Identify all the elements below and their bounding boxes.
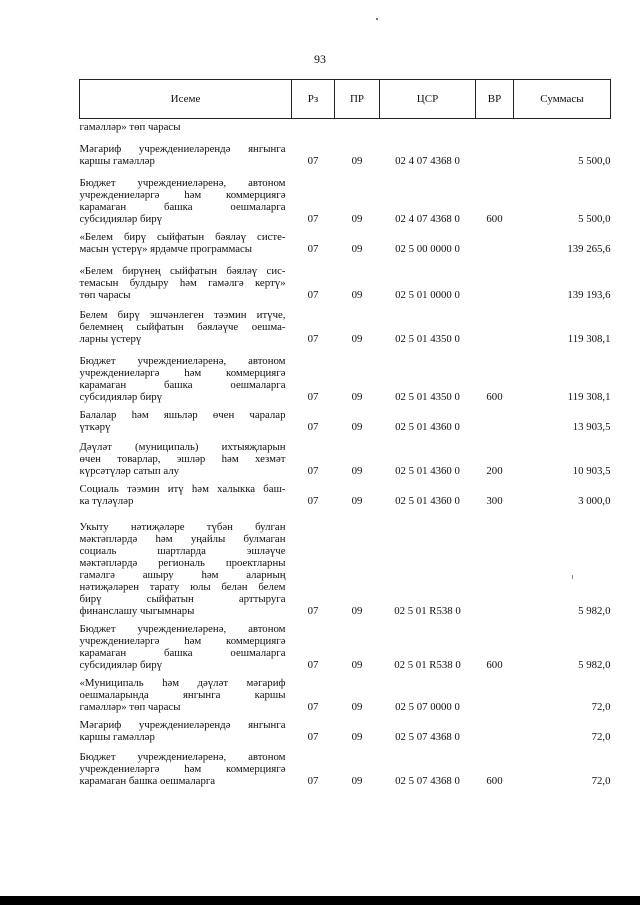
row-rz: 07 <box>307 774 319 787</box>
row-name-line: каршы гамәлләр <box>79 154 155 167</box>
row-name-line: масын үстерү» ярдәмче программасы <box>79 242 253 255</box>
row-vr <box>476 119 514 133</box>
row-csr: 02 5 07 0000 0 <box>395 700 460 713</box>
row-name-line: учреждениеләргә һәм коммерциягә <box>79 634 286 647</box>
row-name-line: белемнең сыйфатын бәяләүче оешма- <box>79 320 286 333</box>
row-name-line: бирү сыйфатын арттыруга <box>79 592 286 605</box>
row-name <box>80 255 292 301</box>
table-row <box>80 507 611 617</box>
row-name-line: карамаган башка оешмаларга <box>79 646 286 659</box>
row-name-line: карамаган башка оешмаларга <box>79 378 286 391</box>
row-sum: 139 265,6 <box>567 242 611 255</box>
row-name <box>80 671 292 713</box>
table-row <box>80 671 611 713</box>
row-sum <box>514 119 611 133</box>
row-name-line: субсидияләр бирү <box>79 390 163 403</box>
row-name-line: төп чарасы <box>79 288 131 301</box>
row-name-line: Мәгариф учреждениеләрендә янгынга <box>79 718 286 731</box>
row-sum: 139 193,6 <box>567 288 611 301</box>
table-row <box>80 403 611 433</box>
row-vr <box>476 301 514 345</box>
row-name-line: мәктәпләрдә региональ проектларны <box>79 556 286 569</box>
row-vr <box>476 255 514 301</box>
row-vr <box>476 403 514 433</box>
row-name <box>80 119 292 133</box>
row-name-line: Балалар һәм яшьләр өчен чаралар <box>79 408 286 421</box>
table-header-row <box>80 80 611 119</box>
row-sum: 13 903,5 <box>572 420 611 433</box>
row-name-line: каршы гамәлләр <box>79 730 155 743</box>
table-row <box>80 743 611 787</box>
header-name: Исеме <box>80 80 292 119</box>
row-name <box>80 617 292 671</box>
row-pr: 09 <box>351 242 363 255</box>
row-name-line: Бюджет учреждениеләренә, автоном <box>79 622 286 635</box>
row-name-line: гамәлгә ашыру һәм аларның <box>79 568 286 581</box>
row-sum: 3 000,0 <box>578 494 611 507</box>
row-rz: 07 <box>307 464 319 477</box>
row-sum: 5 982,0 <box>578 604 611 617</box>
scan-speck <box>572 575 573 579</box>
row-name-line: учреждениеләргә һәм коммерциягә <box>79 762 286 775</box>
row-vr <box>476 133 514 167</box>
row-csr: 02 5 01 4350 0 <box>395 390 460 403</box>
table-row <box>80 345 611 403</box>
row-rz: 07 <box>307 420 319 433</box>
row-name-line: Бюджет учреждениеләренә, автоном <box>79 354 286 367</box>
table-body <box>80 119 611 787</box>
row-vr <box>476 225 514 255</box>
row-rz: 07 <box>307 494 319 507</box>
row-name-line: «Муниципаль һәм дәүләт мәгариф <box>79 676 286 689</box>
row-rz: 07 <box>307 242 319 255</box>
row-pr: 09 <box>351 604 363 617</box>
row-vr: 200 <box>486 464 503 477</box>
row-sum: 5 500,0 <box>578 154 611 167</box>
row-name-line: Укыту нәтиҗәләре түбән булган <box>79 520 286 533</box>
row-vr: 600 <box>486 390 503 403</box>
row-rz: 07 <box>307 332 319 345</box>
table-row <box>80 433 611 477</box>
row-csr: 02 5 01 4360 0 <box>395 464 460 477</box>
row-rz: 07 <box>307 700 319 713</box>
row-name-line: «Белем бирүнең сыйфатын бәяләү сис- <box>79 264 286 277</box>
row-name-line: субсидияләр бирү <box>79 658 163 671</box>
row-name-line: карамаган башка оешмаларга <box>79 774 216 787</box>
row-name-line: ка түләүләр <box>79 494 134 507</box>
scan-speck <box>376 18 378 20</box>
row-csr: 02 4 07 4368 0 <box>395 154 460 167</box>
row-name-line: субсидияләр бирү <box>79 212 163 225</box>
row-csr: 02 5 01 R538 0 <box>394 604 461 617</box>
table-row <box>80 713 611 743</box>
table-row <box>80 477 611 507</box>
row-csr: 02 4 07 4368 0 <box>395 212 460 225</box>
row-pr: 09 <box>351 774 363 787</box>
table-row <box>80 301 611 345</box>
row-name-line: күрсәтүләр сатып алу <box>79 464 180 477</box>
row-pr: 09 <box>351 420 363 433</box>
row-name <box>80 225 292 255</box>
row-rz: 07 <box>307 604 319 617</box>
row-csr: 02 5 01 0000 0 <box>395 288 460 301</box>
budget-table <box>79 79 611 787</box>
row-name-line: ларны үстерү <box>79 332 142 345</box>
scan-bottom-edge <box>0 896 640 905</box>
row-rz: 07 <box>307 154 319 167</box>
row-name <box>80 507 292 617</box>
row-pr: 09 <box>351 212 363 225</box>
table-row <box>80 617 611 671</box>
header-vr: ВР <box>476 80 514 119</box>
row-pr <box>335 119 380 133</box>
row-sum: 5 982,0 <box>578 658 611 671</box>
row-pr: 09 <box>351 730 363 743</box>
row-vr: 300 <box>486 494 503 507</box>
row-pr: 09 <box>351 154 363 167</box>
row-sum: 119 308,1 <box>567 332 611 345</box>
row-name <box>80 433 292 477</box>
row-name <box>80 403 292 433</box>
row-name-line: өчен товарлар, эшләр һәм хезмәт <box>79 452 286 465</box>
row-rz: 07 <box>307 658 319 671</box>
table-row <box>80 119 611 133</box>
row-name-line: гамәлләр» төп чарасы <box>79 700 181 713</box>
row-csr: 02 5 01 4350 0 <box>395 332 460 345</box>
row-name-line: финанслашу чыгымнары <box>79 604 195 617</box>
row-csr: 02 5 07 4368 0 <box>395 774 460 787</box>
table-row <box>80 167 611 225</box>
row-rz: 07 <box>307 288 319 301</box>
row-pr: 09 <box>351 288 363 301</box>
table-row <box>80 255 611 301</box>
page-number: 93 <box>314 52 326 66</box>
header-csr: ЦСР <box>380 80 476 119</box>
row-name <box>80 345 292 403</box>
row-csr: 02 5 07 4368 0 <box>395 730 460 743</box>
table-row <box>80 225 611 255</box>
row-name-line: социаль шартларда эшләүче <box>79 544 286 557</box>
row-name <box>80 713 292 743</box>
row-name-line: Белем бирү эшчәнлеген тәэмин итүче, <box>79 308 286 321</box>
row-name-line: «Белем бирү сыйфатын бәяләү систе- <box>79 230 286 243</box>
row-vr: 600 <box>486 774 503 787</box>
row-name-line: нәтиҗәләрен тарату юлы белән белем <box>79 580 286 593</box>
row-csr: 02 5 01 4360 0 <box>395 494 460 507</box>
row-name-line: Социаль тәэмин итү һәм халыкка баш- <box>79 482 286 495</box>
row-vr <box>476 507 514 617</box>
row-sum: 72,0 <box>591 700 611 713</box>
row-name <box>80 301 292 345</box>
row-pr: 09 <box>351 494 363 507</box>
row-csr: 02 5 00 0000 0 <box>395 242 460 255</box>
row-name-line: учреждениеләргә һәм коммерциягә <box>79 188 286 201</box>
row-name-line: мәктәпләрдә һәм уңайлы булмаган <box>79 532 286 545</box>
row-name-line: гамәлләр» төп чарасы <box>79 120 181 133</box>
row-name-line: темасын булдыру һәм гамәлгә кертү» <box>79 276 286 289</box>
row-name-line: Мәгариф учреждениеләрендә янгынга <box>79 142 286 155</box>
row-pr: 09 <box>351 658 363 671</box>
row-name-line: учреждениеләргә һәм коммерциягә <box>79 366 286 379</box>
row-name-line: Бюджет учреждениеләренә, автоном <box>79 176 286 189</box>
row-name <box>80 743 292 787</box>
row-name-line: үткәрү <box>79 420 111 433</box>
row-pr: 09 <box>351 332 363 345</box>
row-csr: 02 5 01 4360 0 <box>395 420 460 433</box>
row-csr: 02 5 01 R538 0 <box>394 658 461 671</box>
row-vr <box>476 713 514 743</box>
row-name <box>80 167 292 225</box>
row-vr <box>476 671 514 713</box>
row-rz: 07 <box>307 730 319 743</box>
row-vr: 600 <box>486 212 503 225</box>
row-pr: 09 <box>351 464 363 477</box>
row-name-line: Бюджет учреждениеләренә, автоном <box>79 750 286 763</box>
row-sum: 72,0 <box>591 774 611 787</box>
row-sum: 72,0 <box>591 730 611 743</box>
row-sum: 10 903,5 <box>572 464 611 477</box>
row-rz: 07 <box>307 390 319 403</box>
row-pr: 09 <box>351 700 363 713</box>
header-pr: ПР <box>335 80 380 119</box>
row-name <box>80 477 292 507</box>
row-name-line: Дәүләт (муниципаль) ихтыяҗларын <box>79 440 286 453</box>
row-csr <box>380 119 476 133</box>
row-rz <box>292 119 335 133</box>
row-sum: 5 500,0 <box>578 212 611 225</box>
row-name-line: карамаган башка оешмаларга <box>79 200 286 213</box>
row-pr: 09 <box>351 390 363 403</box>
table-row <box>80 133 611 167</box>
header-rz: Рз <box>292 80 335 119</box>
row-name-line: оешмаларында янгынга каршы <box>79 688 286 701</box>
row-rz: 07 <box>307 212 319 225</box>
header-sum: Суммасы <box>514 80 611 119</box>
row-sum: 119 308,1 <box>567 390 611 403</box>
row-name <box>80 133 292 167</box>
row-vr: 600 <box>486 658 503 671</box>
